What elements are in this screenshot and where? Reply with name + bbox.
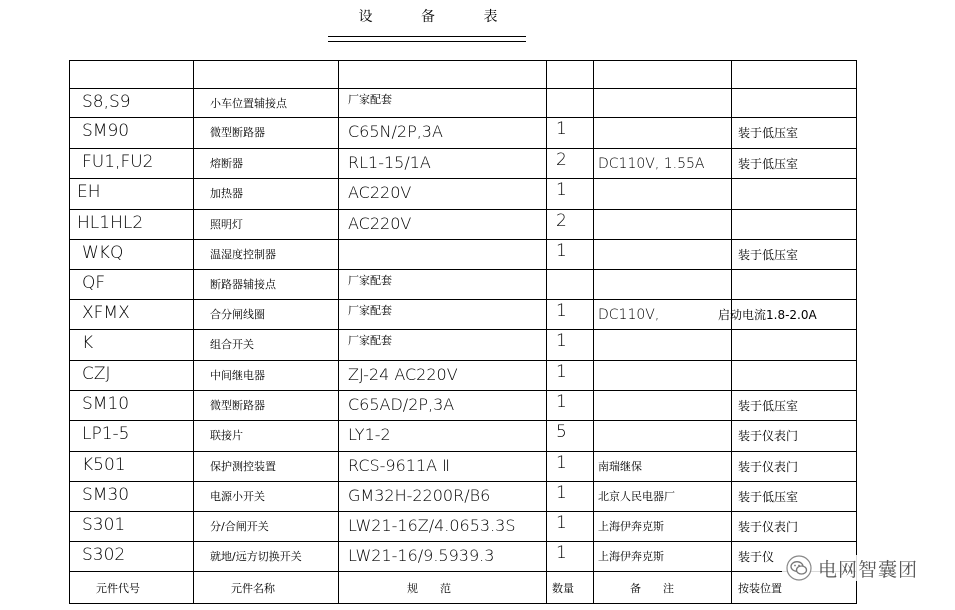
cell-spec: 厂家配套 [348,274,392,287]
cell-spec: AC220V [348,214,412,233]
header-spec: 规 范 [407,582,451,595]
cell-location: 装于低压室 [738,248,799,262]
cell-spec: RCS-9611A Ⅱ [348,456,451,475]
column-divider [731,61,732,603]
cell-spec: C65AD/2P,3A [348,395,455,414]
cell-spec: RL1-15/1A [348,153,431,172]
cell-name: 保护测控装置 [210,460,276,473]
cell-qty: 1 [556,119,567,139]
header-qty: 数量 [552,582,574,595]
cell-code: CZJ [82,364,111,384]
row-divider [70,178,856,179]
header-note: 备 注 [630,582,674,595]
watermark-text: 电网智囊团 [818,558,919,581]
cell-qty: 1 [556,301,567,321]
column-divider [338,61,339,603]
cell-name: 就地/远方切换开关 [210,550,302,563]
watermark [782,555,922,581]
cell-spec: 厂家配套 [348,334,392,347]
cell-note: 南瑞继保 [598,460,642,473]
cell-code: S302 [82,545,126,565]
cell-location: 装于低压室 [738,157,799,171]
cell-code: K [82,333,94,353]
cell-name: 微型断路器 [210,126,265,139]
row-divider [70,451,856,452]
cell-spec: C65N/2P,3A [348,122,443,141]
cell-qty: 1 [556,392,567,412]
row-divider [70,390,856,391]
cell-code: EH [77,182,101,202]
column-divider [193,61,194,603]
cell-name: 中间继电器 [210,369,265,382]
column-divider [546,61,547,603]
cell-location: 装于仪 [738,550,775,564]
row-divider [70,269,856,270]
cell-name: 断路器辅接点 [210,278,276,291]
row-divider [70,420,856,421]
row-divider [70,148,856,149]
cell-spec: LY1-2 [348,425,391,444]
cell-spec: ZJ-24 AC220V [348,365,458,384]
cell-name: 合分闸线圈 [210,308,265,321]
cell-qty: 1 [556,180,567,200]
cell-location: 装于低压室 [738,399,799,413]
cell-name: 照明灯 [210,218,243,231]
cell-qty: 2 [556,150,567,170]
cell-name: 温湿度控制器 [210,248,276,261]
row-divider [70,117,856,118]
title-underline-thick [328,36,526,37]
row-divider [70,360,856,361]
cell-spec: AC220V [348,183,412,202]
cell-code: SM10 [82,394,130,414]
cell-spec: LW21-16/9.5939.3 [348,546,495,565]
row-divider [70,329,856,330]
wechat-icon [786,555,812,581]
cell-qty: 1 [556,513,567,533]
header-location: 按装位置 [738,582,782,595]
cell-qty: 1 [556,331,567,351]
cell-note: 上海伊奔克斯 [598,550,664,563]
cell-location: 装于仪表门 [738,460,799,474]
row-divider [70,481,856,482]
cell-note: 上海伊奔克斯 [598,520,664,533]
cell-code: SM90 [82,121,130,141]
cell-code: SM30 [82,485,130,505]
cell-qty: 1 [556,362,567,382]
cell-code: HL1HL2 [77,213,144,233]
cell-qty: 2 [556,211,567,231]
cell-note: DC110V, [598,307,660,323]
row-divider [70,571,856,572]
cell-qty: 1 [556,483,567,503]
row-divider [70,541,856,542]
cell-spec: 厂家配套 [348,93,392,106]
cell-name: 加热器 [210,187,243,200]
cell-code: LP1-5 [82,424,130,444]
cell-code: K501 [82,455,126,475]
row-divider [70,239,856,240]
cell-name: 微型断路器 [210,399,265,412]
cell-qty: 1 [556,453,567,473]
cell-note: 北京人民电器厂 [598,490,675,503]
cell-name: 电源小开关 [210,490,265,503]
cell-code: S8,S9 [82,92,131,112]
title-underline-thin [328,41,526,42]
row-divider [70,88,856,89]
cell-location: 装于低压室 [738,490,799,504]
cell-code: XFMX [82,303,130,323]
cell-note: DC110V, 1.55A [598,156,705,172]
row-divider [70,299,856,300]
cell-name: 分/合闸开关 [210,520,269,533]
column-divider [593,61,594,603]
row-divider [70,209,856,210]
cell-qty: 5 [556,422,567,442]
header-name: 元件名称 [231,582,275,595]
cell-code: S301 [82,515,126,535]
cell-location: 启动电流1.8-2.0A [718,308,817,322]
header-code: 元件代号 [96,582,140,595]
cell-spec: 厂家配套 [348,304,392,317]
cell-qty: 1 [556,241,567,261]
equipment-table [69,60,857,604]
cell-name: 熔断器 [210,157,243,170]
cell-name: 小车位置辅接点 [210,97,287,110]
cell-location: 装于仪表门 [738,429,799,443]
cell-code: FU1,FU2 [82,152,154,172]
cell-location: 装于低压室 [738,126,799,140]
cell-name: 组合开关 [210,338,254,351]
cell-code: QF [82,273,106,293]
row-divider [70,511,856,512]
cell-spec: LW21-16Z/4.0653.3S [348,516,516,535]
cell-location: 装于仪表门 [738,520,799,534]
cell-qty: 1 [556,543,567,563]
cell-name: 联接片 [210,429,243,442]
table-title: 设 备 表 [358,9,520,25]
cell-spec: GM32H-2200R/B6 [348,486,491,505]
cell-code: WKQ [82,243,124,263]
